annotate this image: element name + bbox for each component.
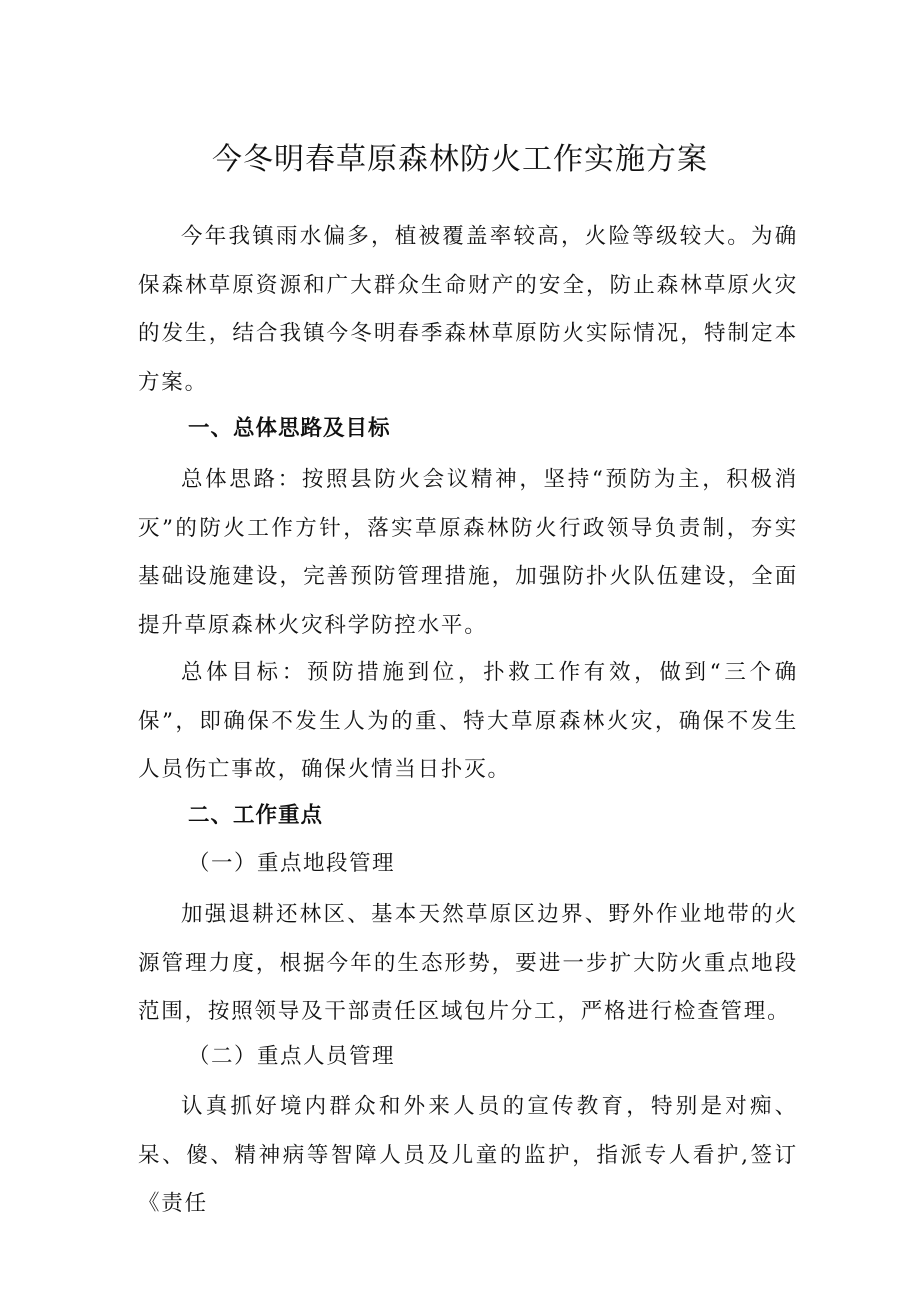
overall-approach-paragraph: 总体思路：按照县防火会议精神，坚持“预防为主，积极消灭”的防火工作方针，落实草原森林防火行政领导负责制，夯实基础设施建设，完善预防管理措施，加强防扑火队伍建设，全面提升草原森林火灾科学防控水平。 (138, 467, 798, 638)
intro-paragraph: 今年我镇雨水偏多，植被覆盖率较高，火险等级较大。为确保森林草原资源和广大群众生命财产的安全，防止森林草原火灾的发生，结合我镇今冬明春季森林草原防火实际情况，特制定本方案。 (138, 224, 798, 395)
key-personnel-paragraph: 认真抓好境内群众和外来人员的宣传教育，特别是对痴、呆、傻、精神病等智障人员及儿童的监护，指派专人看护,签订《责任 (138, 1094, 798, 1216)
key-areas-paragraph: 加强退耕还林区、基本天然草原区边界、野外作业地带的火源管理力度，根据今年的生态形势，要进一步扩大防火重点地段范围，按照领导及干部责任区域包片分工，严格进行检查管理。 (138, 902, 798, 1024)
document-title: 今冬明春草原森林防火工作实施方案 (212, 142, 708, 177)
section-heading-overall: 一、总体思路及目标 (188, 416, 391, 441)
overall-goal-paragraph: 总体目标：预防措施到位，扑救工作有效，做到“三个确保”，即确保不发生人为的重、特大草原森林火灾，确保不发生人员伤亡事故，确保火情当日扑灭。 (138, 660, 798, 782)
subsection-heading-key-areas: （一）重点地段管理 (188, 851, 396, 876)
subsection-heading-key-personnel: （二）重点人员管理 (188, 1044, 396, 1069)
section-heading-key-work: 二、工作重点 (188, 803, 324, 828)
